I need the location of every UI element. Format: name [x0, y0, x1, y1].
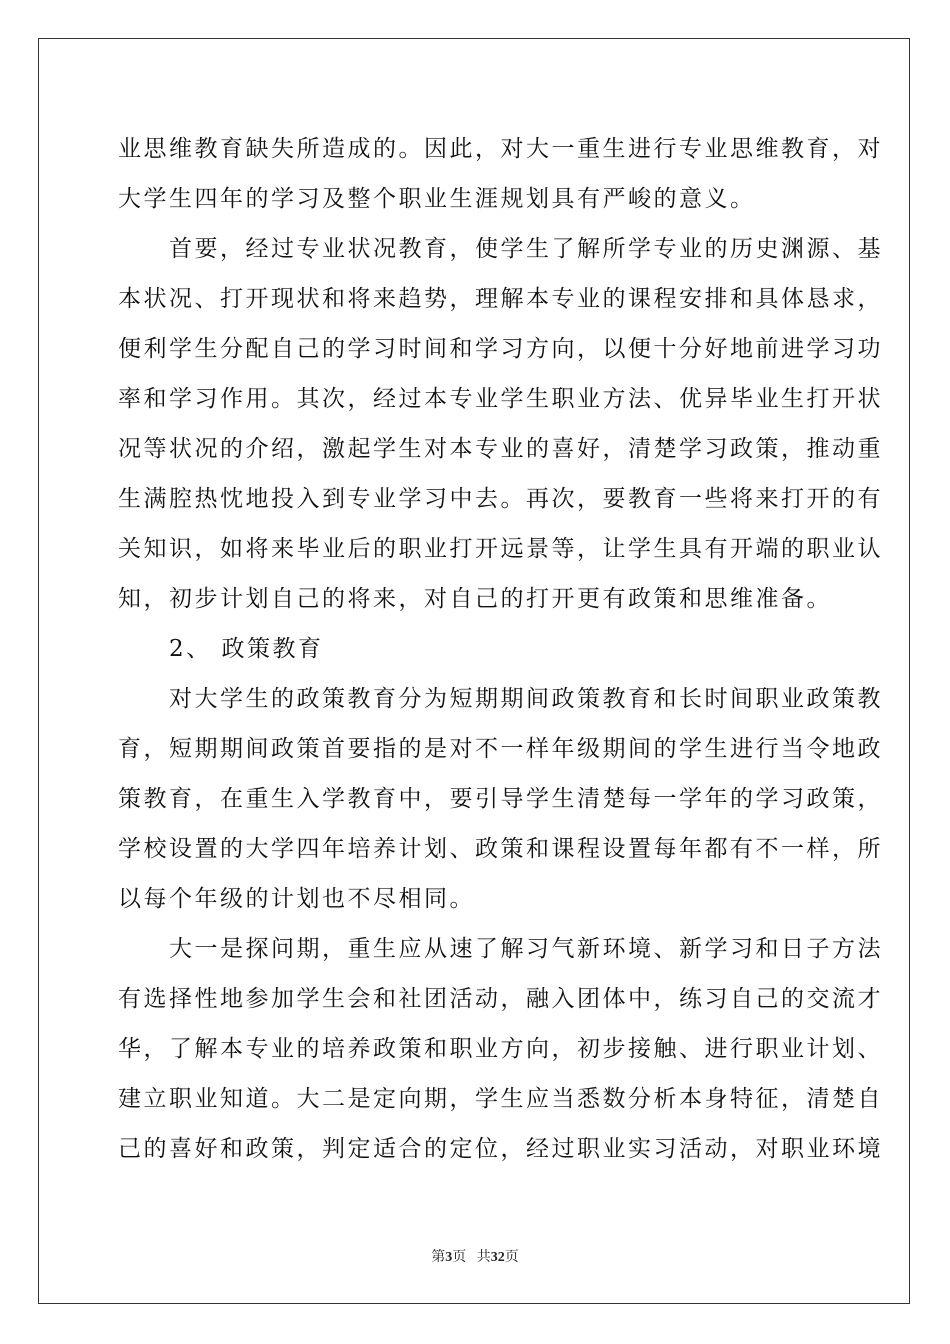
footer-total-prefix: 共 — [476, 1250, 491, 1265]
text-line: 建立职业知道。大二是定向期，学生应当悉数分析本身特征，清楚自 — [118, 1086, 883, 1112]
text-line: 大一是探问期，重生应从速了解习气新环境、新学习和日子方法 — [118, 936, 883, 962]
text-line: 业思维教育缺失所造成的。因此，对大一重生进行专业思维教育，对 — [118, 136, 883, 162]
text-line: 关知识，如将来毕业后的职业打开远景等，让学生具有开端的职业认 — [118, 536, 883, 562]
text-line: 便利学生分配自己的学习时间和学习方向，以便十分好地前进学习功 — [118, 336, 883, 362]
page-footer — [0, 1246, 950, 1266]
text-line: 有选择性地参加学生会和社团活动，融入团体中，练习自己的交流才 — [118, 986, 883, 1012]
text-line: 知，初步计划自己的将来，对自己的打开更有政策和思维准备。 — [118, 586, 832, 612]
total-page-count: 32 — [490, 1250, 505, 1265]
text-line: 育，短期期间政策首要指的是对不一样年级期间的学生进行当令地政 — [118, 736, 883, 762]
text-line: 况等状况的介绍，激起学生对本专业的喜好，清楚学习政策，推动重 — [118, 436, 883, 462]
text-line: 率和学习作用。其次，经过本专业学生职业方法、优异毕业生打开状 — [118, 386, 883, 412]
text-line: 策教育，在重生入学教育中，要引导学生清楚每一学年的学习政策， — [118, 786, 883, 812]
text-line: 首要，经过专业状况教育，使学生了解所学专业的历史渊源、基 — [118, 236, 883, 262]
text-line: 以每个年级的计划也不尽相同。 — [118, 886, 475, 912]
footer-page-suffix: 页 — [452, 1250, 467, 1265]
text-line: 对大学生的政策教育分为短期期间政策教育和长时间职业政策教 — [118, 686, 883, 712]
text-line: 本状况、打开现状和将来趋势，理解本专业的课程安排和具体恳求， — [118, 286, 883, 312]
current-page-number: 3 — [445, 1250, 453, 1265]
text-line: 己的喜好和政策，判定适合的定位，经过职业实习活动，对职业环境 — [118, 1136, 883, 1162]
text-line: 学校设置的大学四年培养计划、政策和课程设置每年都有不一样，所 — [118, 836, 883, 862]
text-line: 华，了解本专业的培养政策和职业方向，初步接触、进行职业计划、 — [118, 1036, 883, 1062]
text-line: 大学生四年的学习及整个职业生涯规划具有严峻的意义。 — [118, 186, 756, 212]
footer-prefix: 第 — [431, 1250, 446, 1265]
footer-total-suffix: 页 — [504, 1250, 519, 1265]
section-heading: 2、 政策教育 — [118, 636, 324, 662]
text-line: 生满腔热忱地投入到专业学习中去。再次，要教育一些将来打开的有 — [118, 486, 883, 512]
